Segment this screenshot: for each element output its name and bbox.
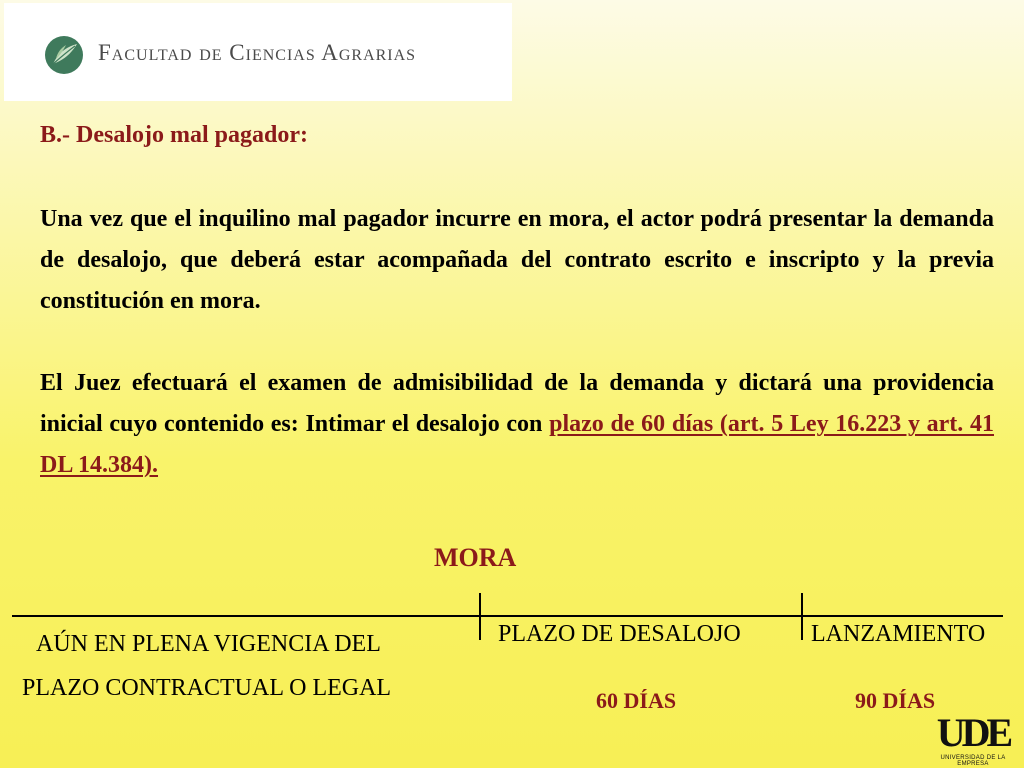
segment-3-label: LANZAMIENTO <box>811 621 986 647</box>
segment-1-line-2: PLAZO CONTRACTUAL O LEGAL <box>22 675 392 701</box>
section-heading: B.- Desalojo mal pagador: <box>40 122 308 148</box>
law-reference-link[interactable]: plazo de 60 días (art. 5 Ley 16.223 y art. 41 DL 14.384). <box>40 411 994 478</box>
paragraph-2-text: El Juez efectuará el examen de admisibilidad de la demanda y dictará una providencia inicial cuyo contenido es: Intimar el desalojo con <box>40 370 994 437</box>
leaf-circle-icon <box>44 35 84 75</box>
segment-2-label: PLAZO DE DESALOJO <box>498 621 741 647</box>
ude-logo <box>928 710 1018 768</box>
segment-3-days: 90 DÍAS <box>855 688 936 713</box>
mora-label: MORA <box>434 543 517 572</box>
segment-1-line-1: AÚN EN PLENA VIGENCIA DEL <box>36 631 381 657</box>
faculty-logo <box>4 3 512 101</box>
ude-brand: UDE <box>936 710 1010 755</box>
segment-2-days: 60 DÍAS <box>596 688 677 713</box>
paragraph-2 <box>40 363 994 486</box>
faculty-name: Facultad de Ciencias Agrarias <box>98 40 417 65</box>
ude-brand-sub: UNIVERSIDAD DE LA EMPRESA <box>940 755 1006 767</box>
paragraph-1: Una vez que el inquilino mal pagador incurre en mora, el actor podrá presentar la demanda de desalojo, que deberá estar acompañada del contrato escrito e inscripto y la previa constitución en mora. <box>40 206 994 314</box>
